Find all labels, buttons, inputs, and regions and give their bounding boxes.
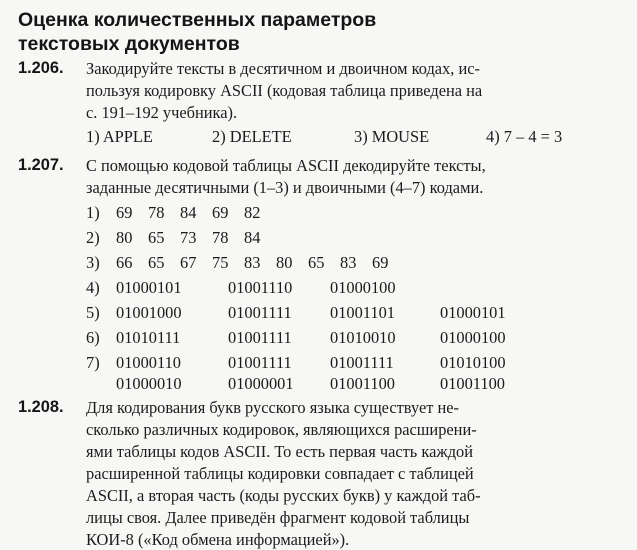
code-value: 01001111 <box>228 328 292 347</box>
code-value: 69 <box>372 253 389 272</box>
code-item-label: 4) <box>86 278 100 297</box>
code-value: 65 <box>148 253 165 272</box>
task-text-line: С помощью кодовой таблицы ASCII декодируйте тексты, <box>86 156 486 175</box>
task-text-line: пользуя кодировку ASCII (кодовая таблица приведена на <box>86 81 483 100</box>
code-value: 01001101 <box>330 303 395 322</box>
task-text-line: с. 191–192 учебника). <box>86 103 238 122</box>
task-option: 4) 7 – 4 = 3 <box>486 127 563 146</box>
code-value: 80 <box>276 253 293 272</box>
code-value: 01001111 <box>330 353 394 372</box>
code-value: 01000101 <box>116 278 182 297</box>
code-value: 01010111 <box>116 328 181 347</box>
section-title <box>18 8 376 56</box>
code-value: 01010100 <box>440 353 506 372</box>
code-value: 01001111 <box>228 353 292 372</box>
code-value: 01000100 <box>440 328 506 347</box>
task-option: 1) APPLE <box>86 127 153 146</box>
task-text-line: КОИ-8 («Код обмена информацией»). <box>86 530 350 549</box>
code-item-label: 1) <box>86 203 100 222</box>
task-number: 1.206. <box>18 59 64 77</box>
task-option: 3) MOUSE <box>354 127 430 146</box>
code-value: 84 <box>244 228 261 247</box>
code-value: 01001110 <box>228 278 293 297</box>
code-value: 65 <box>148 228 165 247</box>
code-value: 65 <box>308 253 325 272</box>
task-text-line: Для кодирования букв русского языка существует не- <box>86 398 460 417</box>
code-item-label: 2) <box>86 228 100 247</box>
task-text-line: ASCII, а вторая часть (коды русских букв) у каждой таб- <box>86 486 481 505</box>
task-option: 2) DELETE <box>212 127 292 146</box>
code-item-label: 7) <box>86 353 100 372</box>
code-item-label: 3) <box>86 253 100 272</box>
code-value: 01001111 <box>228 303 292 322</box>
code-value: 78 <box>148 203 165 222</box>
task-number: 1.208. <box>18 398 64 416</box>
code-value: 82 <box>244 203 261 222</box>
code-value: 01000010 <box>116 374 182 393</box>
code-value: 01000001 <box>228 374 294 393</box>
code-value: 80 <box>116 228 133 247</box>
code-value: 01001100 <box>330 374 395 393</box>
task-number: 1.207. <box>18 156 64 174</box>
code-value: 01000110 <box>116 353 181 372</box>
task-text-line: заданные десятичными (1–3) и двоичными (4–7) кодами. <box>86 178 484 197</box>
code-value: 69 <box>212 203 229 222</box>
code-value: 84 <box>180 203 197 222</box>
code-value: 75 <box>212 253 229 272</box>
code-value: 78 <box>212 228 229 247</box>
code-value: 01010010 <box>330 328 396 347</box>
code-value: 01000101 <box>440 303 506 322</box>
code-value: 73 <box>180 228 197 247</box>
code-item-label: 5) <box>86 303 100 322</box>
task-text-line: ями таблицы кодов ASCII. То есть первая часть каждой <box>86 442 473 461</box>
code-value: 01000100 <box>330 278 396 297</box>
code-value: 67 <box>180 253 197 272</box>
task-text-line: Закодируйте тексты в десятичном и двоичном кодах, ис- <box>86 59 480 78</box>
task-text-line: лицы своя. Далее приведён фрагмент кодовой таблицы <box>86 508 470 527</box>
code-value: 01001000 <box>116 303 182 322</box>
task-text-line: расширенной таблицы кодировки совпадает с таблицей <box>86 464 474 483</box>
code-value: 66 <box>116 253 133 272</box>
task-text-line: сколько различных кодировок, являющихся расширени- <box>86 420 477 439</box>
code-value: 01001100 <box>440 374 505 393</box>
section-title-line: Оценка количественных параметров <box>18 9 377 31</box>
section-title-line: текстовых документов <box>18 33 240 55</box>
code-item-label: 6) <box>86 328 100 347</box>
code-value: 69 <box>116 203 133 222</box>
code-value: 83 <box>340 253 357 272</box>
code-value: 83 <box>244 253 261 272</box>
